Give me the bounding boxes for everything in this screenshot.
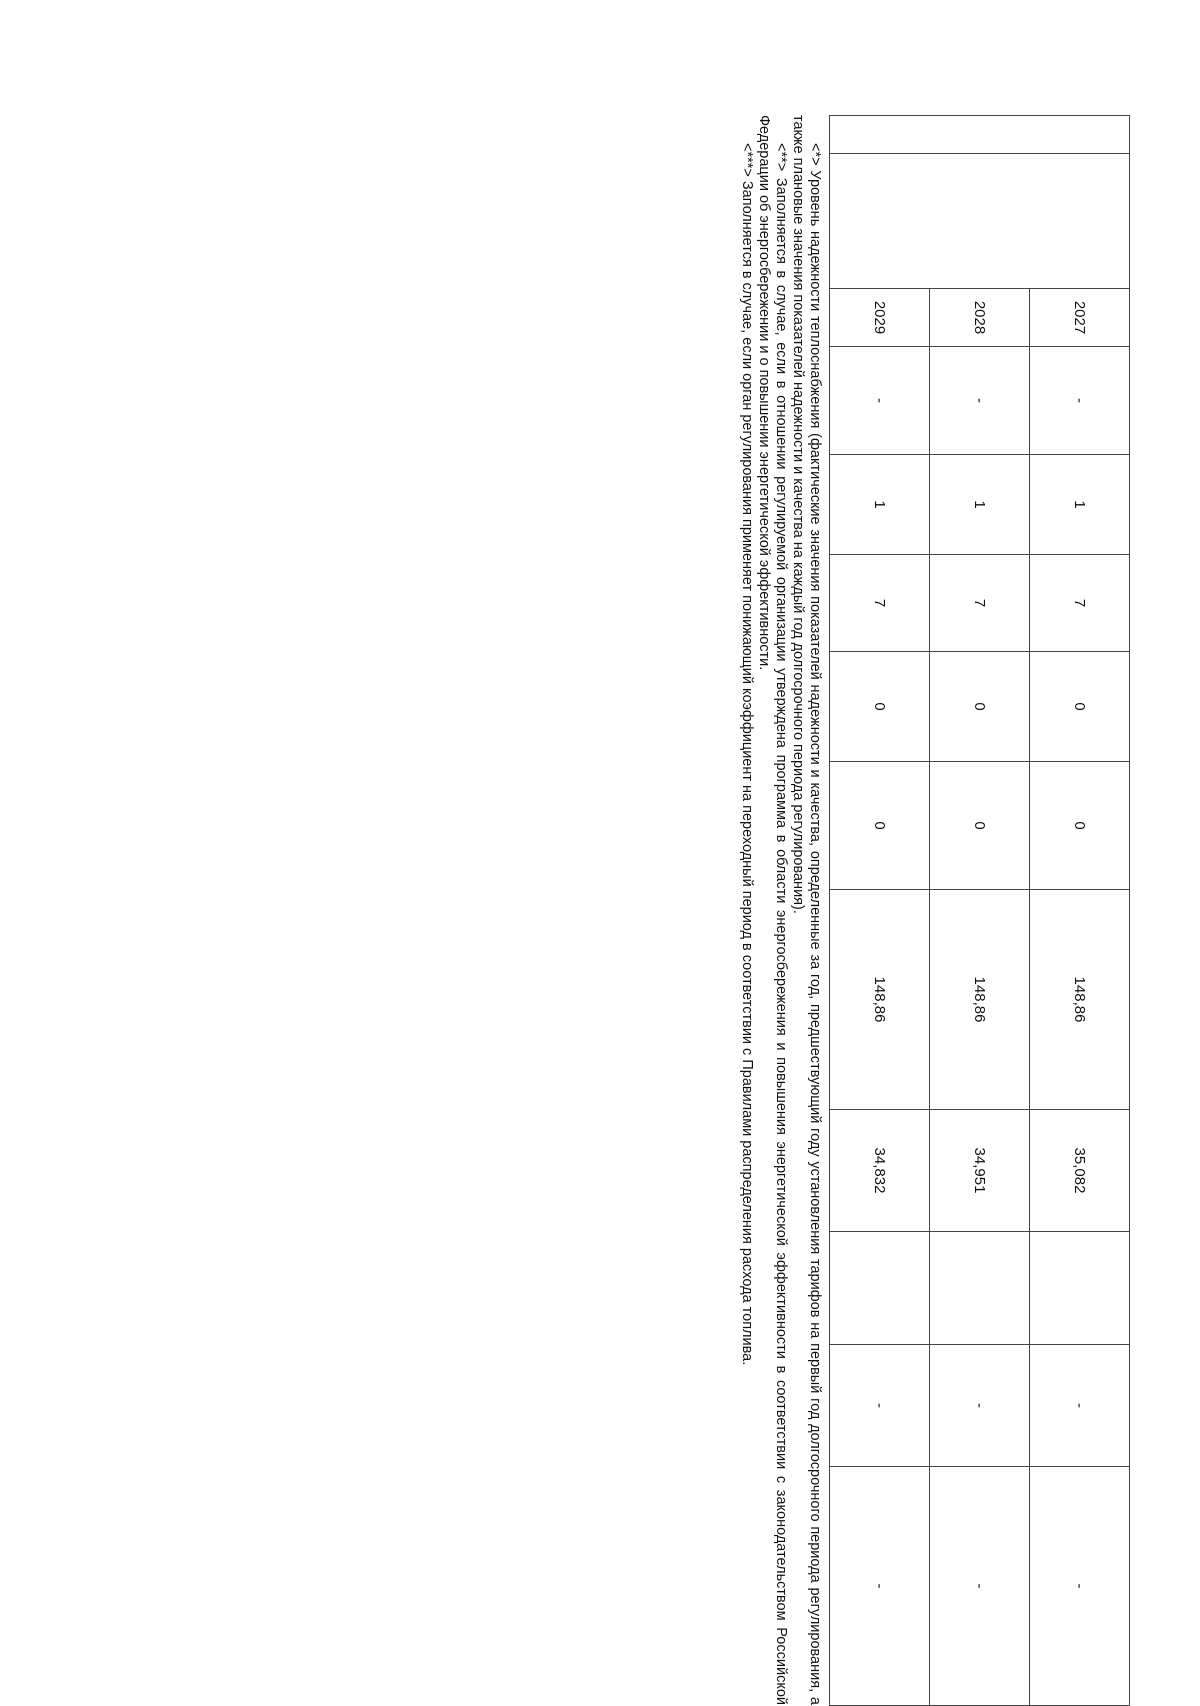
table-cell: - bbox=[1030, 347, 1130, 455]
table-cell: 7 bbox=[930, 555, 1030, 652]
table-cell: 7 bbox=[1030, 555, 1130, 652]
table-cell: 1 bbox=[1030, 455, 1130, 555]
table-cell: 0 bbox=[930, 652, 1030, 762]
table-cell: - bbox=[830, 1467, 930, 1706]
table-row bbox=[930, 116, 1030, 1706]
footnote-3: <***> Заполняется в случае, если орган регулирования применяет понижающий коэффициент на переходный период в соответствии с Правилами распределения расхода топлива. bbox=[739, 143, 755, 1366]
year-cell: 2029 bbox=[830, 289, 930, 347]
table-row bbox=[1030, 116, 1130, 1706]
table-cell: 148,86 bbox=[830, 890, 930, 1110]
footnote-1: <*> Уровень надежности теплоснабжения (фактические значения показателей надежности и качества, определенные за год, предшествующий году установления тарифов на первый год долгосрочного периода регулирования, а также плановые значения показателей надежности и качества на каждый год долгосрочного периода регулирования). bbox=[790, 115, 823, 1705]
table-cell: - bbox=[930, 1467, 1030, 1706]
year-cell: 2027 bbox=[1030, 289, 1130, 347]
table-cell bbox=[830, 116, 1130, 154]
table-cell: - bbox=[1030, 1467, 1130, 1706]
table-cell: - bbox=[930, 1345, 1030, 1467]
table-cell: - bbox=[1030, 1345, 1130, 1467]
table-cell: 148,86 bbox=[1030, 890, 1130, 1110]
table-cell: 0 bbox=[1030, 762, 1130, 890]
data-table bbox=[829, 115, 1130, 1706]
table-cell bbox=[1030, 1232, 1130, 1345]
table-cell: 34,951 bbox=[930, 1110, 1030, 1232]
table-cell bbox=[830, 1232, 930, 1345]
table-cell bbox=[830, 154, 1130, 289]
table-cell: 1 bbox=[930, 455, 1030, 555]
table-cell: 34,832 bbox=[830, 1110, 930, 1232]
table-cell: 35,082 bbox=[1030, 1110, 1130, 1232]
table-cell bbox=[930, 1232, 1030, 1345]
table-cell: 7 bbox=[830, 555, 930, 652]
table-cell: - bbox=[930, 347, 1030, 455]
footnote-2: <**> Заполняется в случае, если в отношении регулируемой организации утверждена программа в области энергосбережения и повышения энергетической эффективности в соответствии с законодательством Российской Федерации об энергосбережении и о повышении энергетической эффективности. bbox=[756, 115, 789, 1705]
table-cell: 0 bbox=[930, 762, 1030, 890]
year-cell: 2028 bbox=[930, 289, 1030, 347]
table-cell: 0 bbox=[1030, 652, 1130, 762]
footnotes bbox=[673, 115, 823, 1705]
table-cell: - bbox=[830, 347, 930, 455]
table-cell: 0 bbox=[830, 762, 930, 890]
table-cell: - bbox=[830, 1345, 930, 1467]
table-row bbox=[830, 116, 930, 1706]
table-cell: 148,86 bbox=[930, 890, 1030, 1110]
table-cell: 0 bbox=[830, 652, 930, 762]
table-cell: 1 bbox=[830, 455, 930, 555]
